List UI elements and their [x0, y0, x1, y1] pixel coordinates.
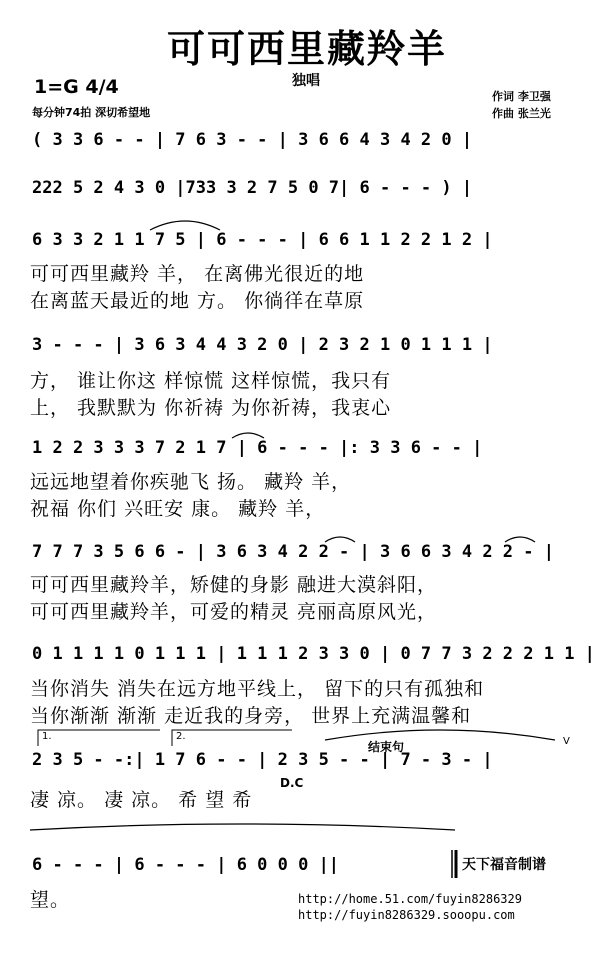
notation-row-9: 6 - - - | 6 - - - | 6 0 0 0 || [32, 855, 340, 875]
dc-mark: D.C [280, 776, 304, 790]
notation-row-2: 222 5 2 4 3 0 |733 3 2 7 5 0 7| 6 - - - ) | [32, 178, 473, 198]
key-signature: 1=G 4/4 [34, 76, 119, 98]
footer-url-1: http://home.51.com/fuyin8286329 [298, 892, 522, 906]
notation-row-4: 3 - - - | 3 6 3 4 4 3 2 0 | 2 3 2 1 0 1 1 1 | [32, 335, 493, 355]
volta-1-label: 1. [42, 731, 52, 742]
publisher-brand: 天下福音制谱 [462, 857, 546, 873]
lyric-row-5-verse-2: 祝福 你们 兴旺安 康。 藏羚 羊， [30, 498, 326, 520]
notation-row-8: 2 3 5 - -:| 1 7 6 - - | 2 3 5 - - | 7 - 3 - | [32, 750, 493, 770]
notation-row-3: 6 3 3 2 1 1 7 5 | 6 - - - | 6 6 1 1 2 2 1 2 | [32, 230, 493, 250]
performance-type: 独唱 [292, 73, 320, 89]
lyric-row-7-verse-2: 当你渐渐 渐渐 走近我的身旁， 世界上充满温馨和 [30, 705, 472, 727]
notation-row-5: 1 2 2 3 3 3 7 2 1 7 | 6 - - - |: 3 3 6 - - | [32, 438, 483, 458]
lyric-row-3-verse-1: 可可西里藏羚 羊， 在离佛光很近的地 [30, 263, 365, 285]
page-title: 可可西里藏羚羊 [166, 27, 447, 71]
notation-row-6: 7 7 7 3 5 6 6 - | 3 6 3 4 2 2 - | 3 6 6 3 4 2 2 - | [32, 542, 554, 562]
lyric-row-4-verse-2: 上， 我默默为 你祈祷 为你祈祷，我衷心 [30, 397, 392, 419]
breath-mark: V [563, 736, 570, 747]
footer-url-2: http://fuyin8286329.sooopu.com [298, 908, 515, 922]
lyric-row-6-verse-2: 可可西里藏羚羊，可爱的精灵 亮丽高原风光， [30, 601, 438, 623]
lyricist-credit: 作词 李卫强 [492, 90, 551, 103]
notation-row-1: ( 3 3 6 - - | 7 6 3 - - | 3 6 6 4 3 4 2 0 | [32, 130, 473, 150]
ending-label: 结束句 [368, 740, 405, 754]
volta-2-label: 2. [176, 731, 186, 742]
notation-row-7: 0 1 1 1 1 0 1 1 1 | 1 1 1 2 3 3 0 | 0 7 7 3 2 2 2 1 1 | [32, 644, 595, 664]
lyric-row-5-verse-1: 远远地望着你疾驰飞 扬。 藏羚 羊， [30, 471, 352, 493]
composer-credit: 作曲 张兰光 [492, 107, 551, 120]
lyric-row-4-verse-1: 方， 谁让你这 样惊慌 这样惊慌，我只有 [30, 370, 392, 392]
lyric-row-9: 望。 [30, 889, 71, 911]
tempo-marking: 每分钟74拍 深切希望地 [32, 106, 151, 119]
lyric-row-7-verse-1: 当你消失 消失在远方地平线上， 留下的只有孤独和 [30, 678, 485, 700]
lyric-row-6-verse-1: 可可西里藏羚羊，矫健的身影 融进大漠斜阳， [30, 574, 438, 596]
lyric-row-8: 凄 凉。 凄 凉。 希 望 希 [30, 789, 253, 811]
lyric-row-3-verse-2: 在离蓝天最近的地 方。 你徜徉在草原 [30, 290, 365, 312]
